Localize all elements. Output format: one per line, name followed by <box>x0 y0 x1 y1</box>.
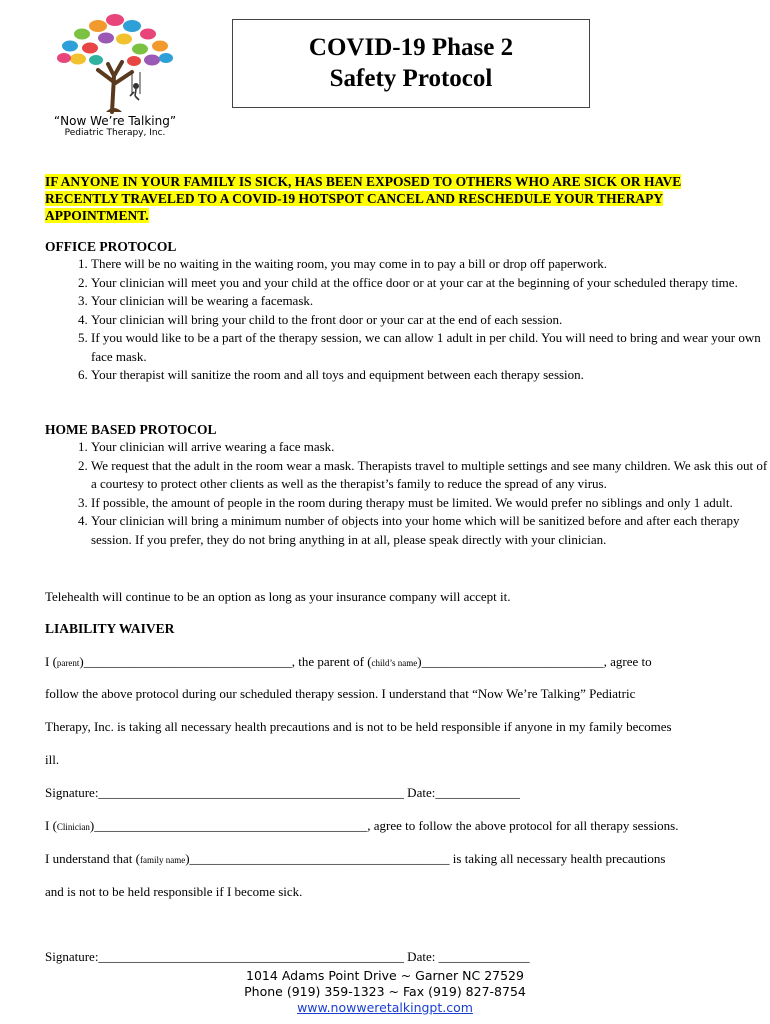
warning-text: IF ANYONE IN YOUR FAMILY IS SICK, HAS BEEN EXPOSED TO OTHERS WHO ARE SICK OR HAVE RECENTLY TRAVELED TO A COVID-19 HOTSPOT CANCEL AND RESCHEDULE YOUR THERAPY APPOINTMENT. <box>45 174 682 223</box>
logo-name: “Now We’re Talking” <box>53 114 177 128</box>
tree-logo-icon <box>40 12 190 116</box>
family-line <box>45 850 665 869</box>
list-item: 4. Your clinician will bring a minimum number of objects into your home which will be sanitized before and after each therapy session. If you prefer, they do not bring anything in at all, please speak directly with your clinician. <box>91 512 770 549</box>
parent-field-label: parent <box>56 658 80 668</box>
home-protocol-heading: HOME BASED PROTOCOL <box>45 422 217 437</box>
list-item: 3. If possible, the amount of people in the room during therapy must be limited. We would prefer no siblings and only 1 adult. <box>91 494 770 513</box>
child-field-label: child’s name <box>371 658 418 668</box>
waiver-text: )________________________________________ is taking all necessary health precautions <box>185 851 666 866</box>
waiver-line-4: ill. <box>45 752 60 767</box>
list-item: 4. Your clinician will bring your child to the front door or your car at the end of each session. <box>91 311 770 330</box>
clinician-field-label: Clinician <box>56 822 90 832</box>
title-line-2: Safety Protocol <box>329 65 493 92</box>
warning-notice <box>45 173 725 224</box>
document-title <box>232 19 590 108</box>
footer-phone: Phone (919) 359-1323 ~ Fax (919) 827-8754 <box>244 984 526 999</box>
waiver-parent-line <box>45 653 652 672</box>
waiver-text: )____________________________, agree to <box>417 654 652 669</box>
parent-signature-line: Signature:_______________________________________________ Date:_____________ <box>45 785 520 800</box>
list-item: 2. We request that the adult in the room wear a mask. Therapists travel to multiple settings and see many children. We ask this out of a courtesy to protect other clients as well as the therapist’s family to reduce the spread of any virus. <box>91 457 770 494</box>
waiver-line-3: Therapy, Inc. is taking all necessary health precautions and is not to be held responsible if anyone in my family becomes <box>45 719 672 734</box>
website-link[interactable]: www.nowweretalkingpt.com <box>297 1000 473 1015</box>
telehealth-note: Telehealth will continue to be an option as long as your insurance company will accept it. <box>45 589 511 604</box>
title-line-1: COVID-19 Phase 2 <box>308 34 514 61</box>
home-protocol-list <box>45 438 770 549</box>
clinician-signature-line: Signature:_______________________________________________ Date: ______________ <box>45 949 530 964</box>
waiver-text: I ( <box>45 654 57 669</box>
family-field-label: family name <box>139 855 186 865</box>
waiver-text: )________________________________, the parent of ( <box>79 654 372 669</box>
list-item: 5. If you would like to be a part of the therapy session, we can allow 1 adult in per child. You will need to bring and wear your own face mask. <box>91 329 770 366</box>
family-line-2: and is not to be held responsible if I become sick. <box>45 884 303 899</box>
office-protocol-list <box>45 255 770 385</box>
footer-website <box>0 1000 770 1016</box>
liability-waiver-heading: LIABILITY WAIVER <box>45 621 175 636</box>
list-item: 1. There will be no waiting in the waiting room, you may come in to pay a bill or drop off paperwork. <box>91 255 770 274</box>
company-logo <box>40 12 190 144</box>
logo-subtitle: Pediatric Therapy, Inc. <box>64 128 166 138</box>
waiver-text: I understand that ( <box>45 851 140 866</box>
waiver-text: )__________________________________________, agree to follow the above protocol for all therapy sessions. <box>89 818 679 833</box>
list-item: 1. Your clinician will arrive wearing a face mask. <box>91 438 770 457</box>
clinician-line <box>45 817 678 836</box>
office-protocol-heading: OFFICE PROTOCOL <box>45 239 177 254</box>
list-item: 6. Your therapist will sanitize the room and all toys and equipment between each therapy session. <box>91 366 770 385</box>
list-item: 2. Your clinician will meet you and your child at the office door or at your car at the beginning of your scheduled therapy time. <box>91 274 770 293</box>
list-item: 3. Your clinician will be wearing a facemask. <box>91 292 770 311</box>
waiver-text: I ( <box>45 818 57 833</box>
waiver-line-2: follow the above protocol during our scheduled therapy session. I understand that “Now We’re Talking” Pediatric <box>45 686 636 701</box>
footer-address: 1014 Adams Point Drive ~ Garner NC 27529 <box>246 968 524 983</box>
